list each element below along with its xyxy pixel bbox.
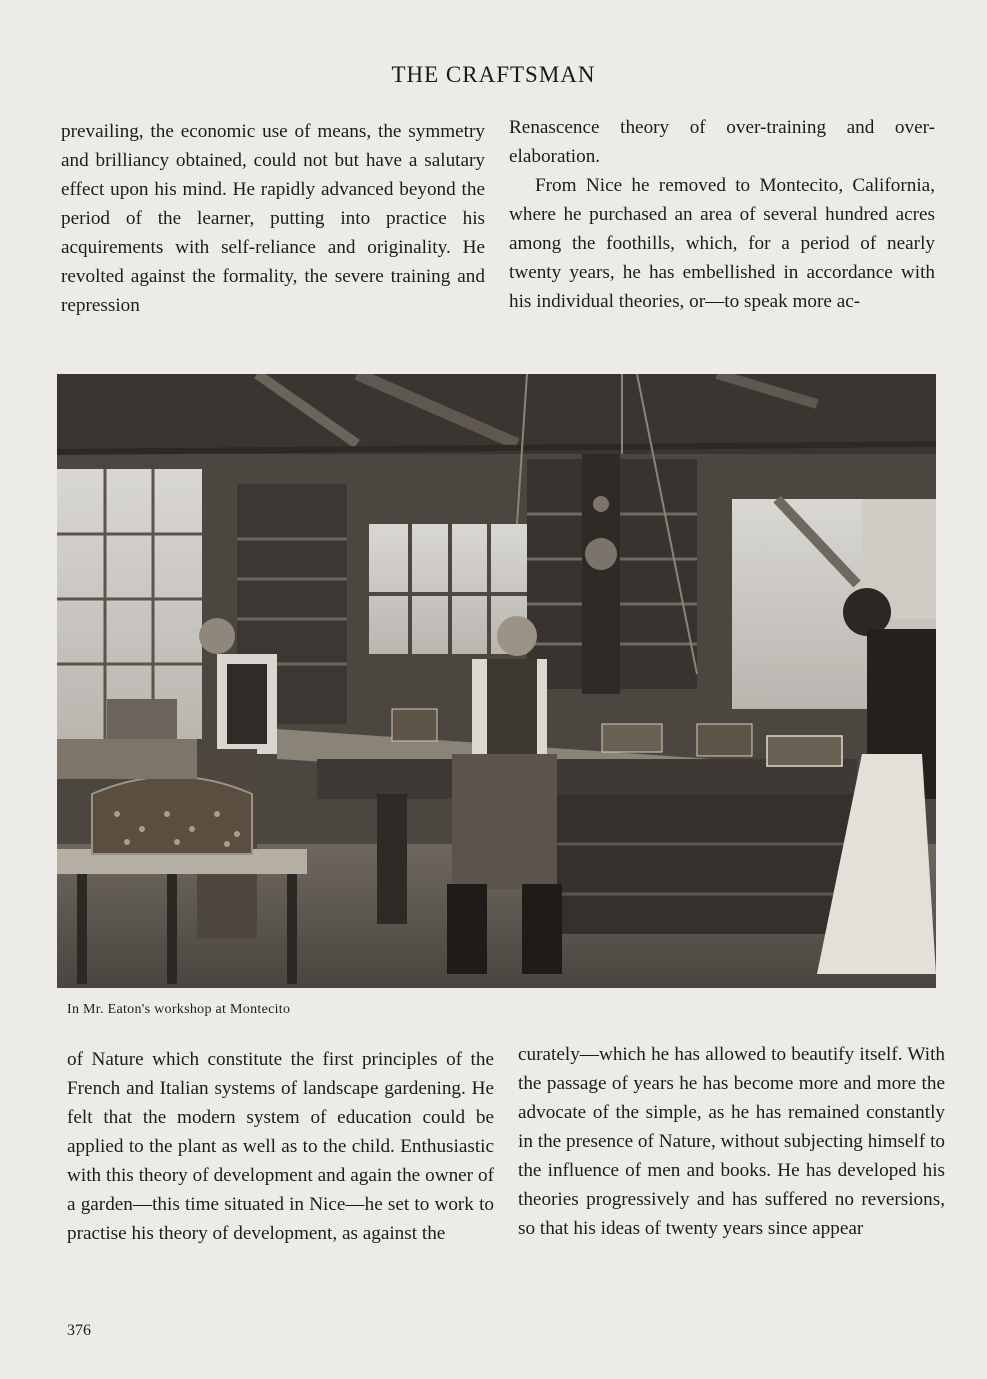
column-bottom-left [67,1045,494,1248]
paragraph: Renascence theory of over-training and over-elaboration. [509,117,935,167]
paragraph: prevailing, the economic use of means, the symmetry and brilliancy obtained, could not but have a salutary effect upon his mind. He rapidly advanced beyond the period of the learner, putting into practice his acquirements with self-reliance and originality. He revolted against the formality, the severe training and repression [61,121,485,316]
paragraph: curately—which he has allowed to beautify itself. With the passage of years he has become more and more the advocate of the simple, as he has remained constantly in the presence of Nature, without subjecting himself to the influence of men and books. He has developed his theories progressively and has suffered no reversions, so that his ideas of twenty years since appear [518,1044,945,1239]
paragraph: of Nature which constitute the first principles of the French and Italian systems of landscape gardening. He felt that the modern system of education could be applied to the plant as well as to the child. Enthusiastic with this theory of development and again the owner of a garden—this time situated in Nice—he set to work to practise his theory of development, as against the [67,1049,494,1244]
paragraph: From Nice he removed to Montecito, California, where he purchased an area of several hundred acres among the foothills, which, for a period of nearly twenty years, he has embellished in accordance with his individual theories, or—to speak more ac- [509,175,935,312]
running-header: THE CRAFTSMAN [391,62,596,87]
page-number: 376 [67,1322,91,1339]
column-top-left [61,117,485,320]
column-bottom-right [518,1040,945,1243]
figure-caption: In Mr. Eaton's workshop at Montecito [67,1002,291,1017]
column-top-right [509,113,935,316]
workshop-photograph [57,374,936,988]
